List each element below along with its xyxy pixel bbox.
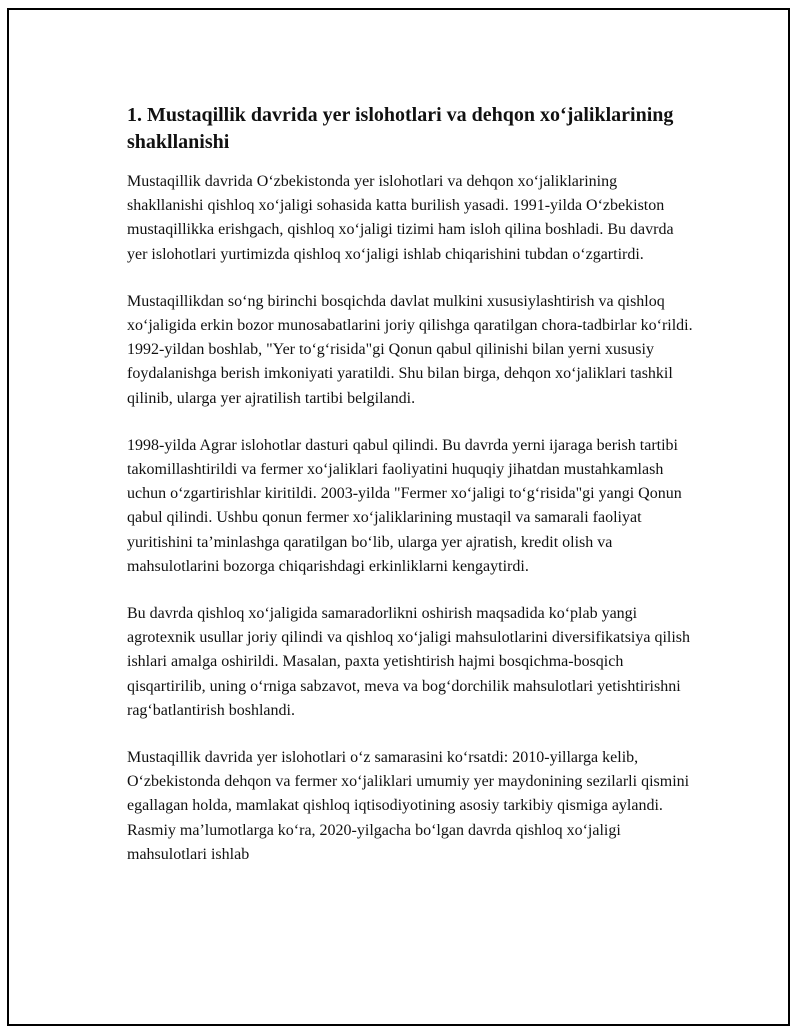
section-heading: 1. Mustaqillik davrida yer islohotlari va dehqon xo‘jaliklarining shakllanishi (127, 104, 674, 153)
document-body (127, 102, 697, 890)
page-frame (7, 8, 790, 1026)
paragraph: 1998-yilda Agrar islohotlar dasturi qabul qilindi. Bu davrda yerni ijaraga berish tartibi takomillashtirildi va fermer xo‘jaliklari faoliyatini huquqiy jihatdan mustahkamlash uchun o‘zgartirishlar kiritildi. 2003-yilda "Fermer xo‘jaligi to‘g‘risida"gi yangi Qonun qabul qilindi. Ushbu qonun fermer xo‘jaliklarining mustaqil va samarali faoliyat yuritishini ta’minlashga qaratilgan bo‘lib, ularga yer ajratish, kredit olish va mahsulotlarini bozorga chiqarishdagi erkinliklarni kengaytirdi. (127, 436, 682, 575)
paragraph: Bu davrda qishloq xo‘jaligida samaradorlikni oshirish maqsadida ko‘plab yangi agrotexnik usullar joriy qilindi va qishloq xo‘jaligi mahsulotlarini diversifikatsiya qilish ishlari amalga oshirildi. Masalan, paxta yetishtirish hajmi bosqichma-bosqich qisqartirilib, uning o‘rniga sabzavot, meva va bog‘dorchilik mahsulotlari yetishtirishni rag‘batlantirish boshlandi. (127, 605, 691, 719)
paragraph: Mustaqillik davrida O‘zbekistonda yer islohotlari va dehqon xo‘jaliklarining shakllanishi qishloq xo‘jaligi sohasida katta burilish yasadi. 1991-yilda O‘zbekiston mustaqillikka erishgach, qishloq xo‘jaligi tizimi ham isloh qilina boshladi. Bu davrda yer islohotlari yurtimizda qishloq xo‘jaligi ishlab chiqarishini tubdan o‘zgartirdi. (127, 173, 674, 263)
paragraph: Mustaqillik davrida yer islohotlari o‘z samarasini ko‘rsatdi: 2010-yillarga kelib, O‘zbekistonda dehqon va fermer xo‘jaliklari umumiy yer maydonining sezilarli qismini egallagan holda, mamlakat qishloq iqtisodiyotining asosiy tarkibiy qismiga aylandi. Rasmiy ma’lumotlarga ko‘ra, 2020-yilgacha bo‘lgan davrda qishloq xo‘jaligi mahsulotlari ishlab (127, 749, 690, 863)
paragraph: Mustaqillikdan so‘ng birinchi bosqichda davlat mulkini xususiylashtirish va qishloq xo‘jaligida erkin bozor munosabatlarini joriy qilishga qaratilgan chora-tadbirlar ko‘rildi. 1992-yildan boshlab, "Yer to‘g‘risida"gi Qonun qabul qilinishi bilan yerni xususiy foydalanishga berish imkoniyati yaratildi. Shu bilan birga, dehqon xo‘jaliklari tashkil qilinib, ularga yer ajratilish tartibi belgilandi. (127, 292, 693, 407)
